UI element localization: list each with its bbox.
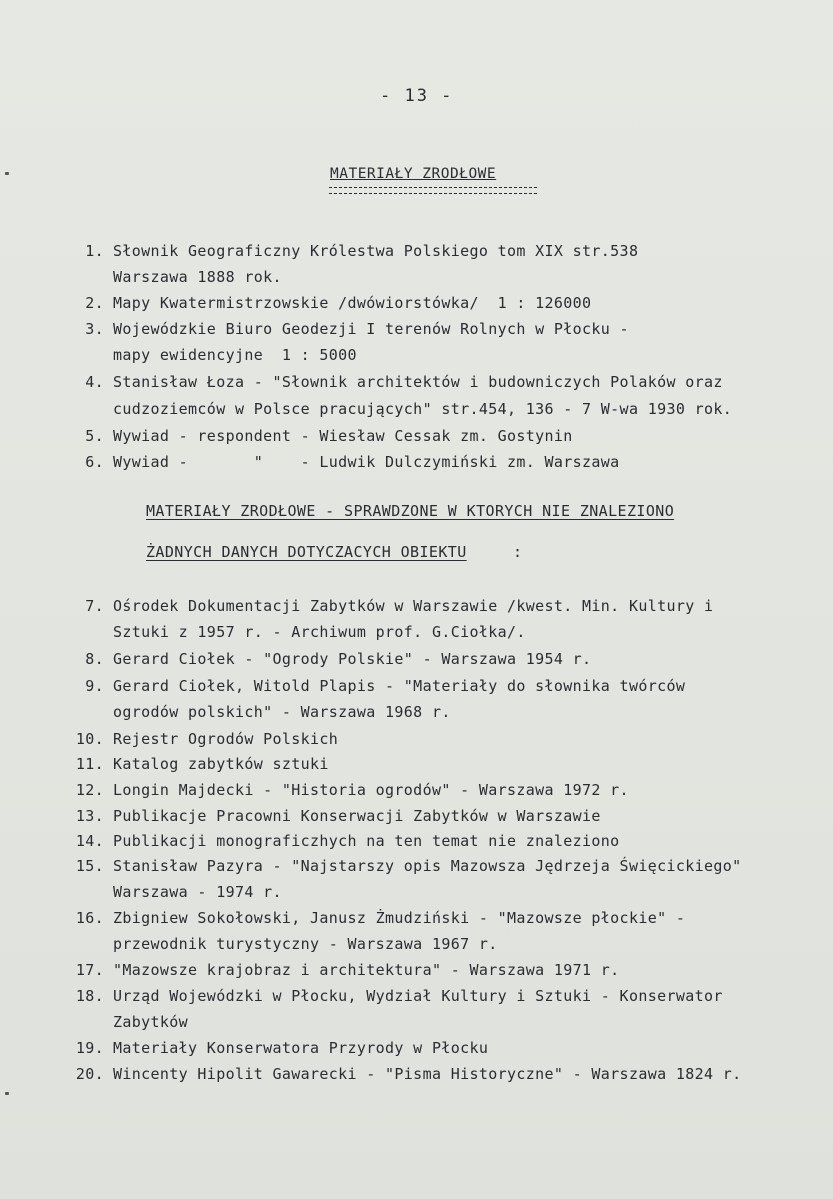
item-text: Sztuki z 1957 r. - Archiwum prof. G.Ciołka/. xyxy=(113,623,526,641)
item-text: Publikacje Pracowni Konserwacji Zabytków w Warszawie xyxy=(113,807,601,825)
item-number: 6. xyxy=(85,453,104,471)
item-number: 3. xyxy=(85,320,104,338)
item-number: 4. xyxy=(85,373,104,391)
item-number: 5. xyxy=(85,427,104,445)
item-text: Słownik Geograficzny Królestwa Polskiego tom XIX str.538 xyxy=(113,242,639,260)
list-item-line xyxy=(0,345,357,365)
section-title: MATERIAŁY ZRODŁOWE xyxy=(330,166,497,182)
item-text: Materiały Konserwatora Przyrody w Płocku xyxy=(113,1039,489,1057)
item-number: 8. xyxy=(85,650,104,668)
list-item-line xyxy=(0,986,723,1006)
item-number: 14. xyxy=(75,832,104,850)
item-number: 19. xyxy=(75,1039,104,1057)
list-item-line xyxy=(0,1064,742,1084)
item-text: Warszawa 1888 rok. xyxy=(113,268,282,286)
item-number: 18. xyxy=(75,987,104,1005)
list-item-line xyxy=(0,831,620,851)
list-item-line xyxy=(0,806,601,826)
item-text: Stanisław Łoza - "Słownik architektów i budowniczych Polaków oraz xyxy=(113,373,723,391)
checked-sources-heading-line2: ŻADNYCH DANYCH DOTYCZACYCH OBIEKTU xyxy=(146,543,467,561)
item-number: 2. xyxy=(85,294,104,312)
list-item-line xyxy=(0,702,451,722)
list-item-line xyxy=(0,293,591,313)
item-text: Publikacji monograficzhych na ten temat nie znaleziono xyxy=(113,832,620,850)
item-number: 20. xyxy=(75,1065,104,1083)
list-item-line xyxy=(0,319,629,339)
item-number: 10. xyxy=(75,730,104,748)
item-text: Stanisław Pazyra - "Najstarszy opis Mazowsza Jędrzeja Święcickiego" xyxy=(113,857,742,875)
punch-mark xyxy=(5,1092,9,1095)
page-number: - 13 - xyxy=(380,86,454,106)
item-text: Wywiad - " - Ludwik Dulczymiński zm. Warszawa xyxy=(113,453,620,471)
item-text: Katalog zabytków sztuki xyxy=(113,755,329,773)
item-text: Ośrodek Dokumentacji Zabytków w Warszawie /kwest. Min. Kultury i xyxy=(113,597,714,615)
list-item-line xyxy=(0,426,573,446)
punch-mark xyxy=(5,172,9,175)
list-item-line xyxy=(0,908,685,928)
list-item-line xyxy=(0,596,713,616)
list-item-line xyxy=(0,754,329,774)
item-text: Urząd Wojewódzki w Płocku, Wydział Kultury i Sztuki - Konserwator xyxy=(113,987,723,1005)
item-text: Wincenty Hipolit Gawarecki - "Pisma Historyczne" - Warszawa 1824 r. xyxy=(113,1065,742,1083)
item-text: mapy ewidencyjne 1 : 5000 xyxy=(113,346,357,364)
list-item-line xyxy=(0,934,498,954)
list-item-line xyxy=(0,780,629,800)
list-item-line xyxy=(0,882,282,902)
list-item-line xyxy=(0,649,591,669)
item-text: Wywiad - respondent - Wiesław Cessak zm. Gostynin xyxy=(113,427,573,445)
list-item-line xyxy=(0,452,620,472)
item-number: 11. xyxy=(75,755,104,773)
item-number: 7. xyxy=(85,597,104,615)
heading-colon: : xyxy=(513,543,523,561)
item-number: 13. xyxy=(75,807,104,825)
item-text: "Mazowsze krajobraz i architektura" - Warszawa 1971 r. xyxy=(113,961,620,979)
list-item-line xyxy=(0,960,620,980)
item-number: 15. xyxy=(75,857,104,875)
list-item-line xyxy=(0,372,723,392)
item-text: Rejestr Ogrodów Polskich xyxy=(113,730,339,748)
item-text: Wojewódzkie Biuro Geodezji I terenów Rolnych w Płocku - xyxy=(113,320,629,338)
item-number: 12. xyxy=(75,781,104,799)
list-item-line xyxy=(0,622,526,642)
item-number: 1. xyxy=(85,242,104,260)
item-text: ogrodów polskich" - Warszawa 1968 r. xyxy=(113,703,451,721)
item-text: Mapy Kwatermistrzowskie /dwówiorstówka/ 1 : 126000 xyxy=(113,294,592,312)
list-item-line xyxy=(0,267,282,287)
checked-sources-heading-line1: MATERIAŁY ZRODŁOWE - SPRAWDZONE W KTORYCH NIE ZNALEZIONO xyxy=(146,502,675,520)
item-number: 17. xyxy=(75,961,104,979)
item-number: 9. xyxy=(85,677,104,695)
list-item-line xyxy=(0,1038,488,1058)
item-text: Zbigniew Sokołowski, Janusz Żmudziński - "Mazowsze płockie" - xyxy=(113,909,686,927)
list-item-line xyxy=(0,676,685,696)
list-item-line xyxy=(0,399,732,419)
item-text: Gerard Ciołek - "Ogrody Polskie" - Warszawa 1954 r. xyxy=(113,650,592,668)
item-text: Gerard Ciołek, Witold Plapis - "Materiały do słownika twórców xyxy=(113,677,686,695)
list-item-line xyxy=(0,729,338,749)
item-text: cudzoziemców w Polsce pracujących" str.454, 136 - 7 W-wa 1930 rok. xyxy=(113,400,733,418)
item-text: Warszawa - 1974 r. xyxy=(113,883,282,901)
item-text: Longin Majdecki - "Historia ogrodów" - Warszawa 1972 r. xyxy=(113,781,629,799)
item-text: Zabytków xyxy=(113,1013,189,1031)
item-text: przewodnik turystyczny - Warszawa 1967 r. xyxy=(113,935,498,953)
item-number: 16. xyxy=(75,909,104,927)
list-item-line xyxy=(0,1012,188,1032)
title-double-underline xyxy=(329,187,537,194)
list-item-line xyxy=(0,241,638,261)
list-item-line xyxy=(0,856,742,876)
